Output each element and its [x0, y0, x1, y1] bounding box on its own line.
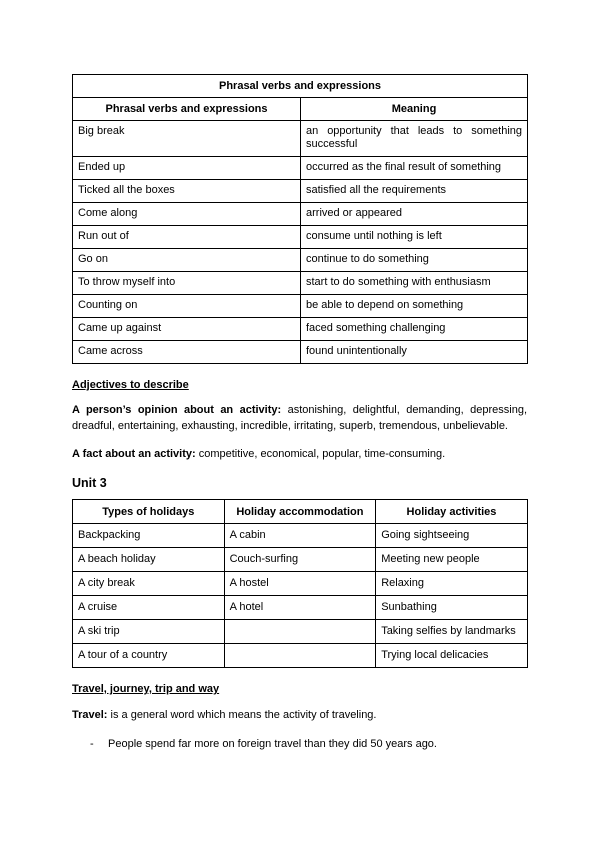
activity-cell: Trying local delicacies	[376, 644, 528, 668]
opinion-paragraph	[72, 402, 527, 434]
column-header-holiday-activities: Holiday activities	[376, 500, 528, 524]
column-header-meaning: Meaning	[301, 98, 528, 121]
opinion-label: A person’s opinion about an activity:	[72, 404, 282, 416]
table-row	[73, 249, 528, 272]
phrase-cell: Ended up	[73, 157, 301, 180]
meaning-cell: found unintentionally	[301, 341, 528, 364]
travel-text: is a general word which means the activity of traveling.	[107, 709, 377, 721]
phrase-cell: Run out of	[73, 226, 301, 249]
fact-label: A fact about an activity:	[72, 448, 196, 460]
opinion-text: astonishing, delightful, demanding, depressing, dreadful, entertaining, exhausting, incredible, irritating, superb, tremendous, unbelievable.	[72, 404, 528, 432]
accommodation-cell: A hotel	[224, 596, 376, 620]
phrasal-verbs-table-title: Phrasal verbs and expressions	[73, 75, 528, 98]
phrasal-verbs-table	[72, 74, 528, 364]
table-row	[73, 644, 528, 668]
meaning-cell: start to do something with enthusiasm	[301, 272, 528, 295]
activity-cell: Sunbathing	[376, 596, 528, 620]
list-item	[72, 736, 527, 752]
phrase-cell: To throw myself into	[73, 272, 301, 295]
meaning-cell: be able to depend on something	[301, 295, 528, 318]
table-row	[73, 180, 528, 203]
unit-title: Unit 3	[72, 476, 107, 490]
activity-cell: Taking selfies by landmarks	[376, 620, 528, 644]
table-row	[73, 121, 528, 157]
accommodation-cell	[224, 620, 376, 644]
table-row	[73, 596, 528, 620]
table-row	[73, 524, 528, 548]
activity-cell: Relaxing	[376, 572, 528, 596]
document-page	[72, 74, 527, 752]
table-row	[73, 318, 528, 341]
phrase-cell: Counting on	[73, 295, 301, 318]
holidays-table	[72, 499, 528, 668]
bullet-marker: -	[90, 738, 94, 750]
table-row	[73, 203, 528, 226]
travel-label: Travel:	[72, 709, 108, 721]
accommodation-cell: Couch-surfing	[224, 548, 376, 572]
column-header-phrasal-verbs: Phrasal verbs and expressions	[73, 98, 301, 121]
table-row	[73, 620, 528, 644]
table-row	[73, 572, 528, 596]
activity-cell: Meeting new people	[376, 548, 528, 572]
meaning-cell: consume until nothing is left	[301, 226, 528, 249]
column-header-holiday-accommodation: Holiday accommodation	[224, 500, 376, 524]
bullet-text: People spend far more on foreign travel than they did 50 years ago.	[108, 738, 437, 750]
table-row	[73, 157, 528, 180]
holiday-type-cell: A tour of a country	[73, 644, 225, 668]
phrase-cell: Came across	[73, 341, 301, 364]
travel-paragraph	[72, 707, 527, 723]
meaning-cell: an opportunity that leads to something successful	[301, 121, 528, 157]
holiday-type-cell: Backpacking	[73, 524, 225, 548]
accommodation-cell: A hostel	[224, 572, 376, 596]
table-row	[73, 548, 528, 572]
activity-cell: Going sightseeing	[376, 524, 528, 548]
phrase-cell: Came up against	[73, 318, 301, 341]
accommodation-cell	[224, 644, 376, 668]
phrase-cell: Go on	[73, 249, 301, 272]
meaning-cell: satisfied all the requirements	[301, 180, 528, 203]
phrase-cell: Come along	[73, 203, 301, 226]
fact-text: competitive, economical, popular, time-consuming.	[195, 448, 446, 460]
table-row	[73, 295, 528, 318]
meaning-cell: continue to do something	[301, 249, 528, 272]
holiday-type-cell: A ski trip	[73, 620, 225, 644]
fact-paragraph	[72, 446, 527, 462]
travel-heading: Travel, journey, trip and way	[72, 683, 220, 695]
holiday-type-cell: A cruise	[73, 596, 225, 620]
meaning-cell: faced something challenging	[301, 318, 528, 341]
phrase-cell: Ticked all the boxes	[73, 180, 301, 203]
meaning-cell: arrived or appeared	[301, 203, 528, 226]
table-row	[73, 272, 528, 295]
table-row	[73, 226, 528, 249]
meaning-cell: occurred as the final result of something	[301, 157, 528, 180]
accommodation-cell: A cabin	[224, 524, 376, 548]
phrase-cell: Big break	[73, 121, 301, 157]
adjectives-heading: Adjectives to describe	[72, 379, 189, 391]
table-row	[73, 341, 528, 364]
holiday-type-cell: A city break	[73, 572, 225, 596]
column-header-types-of-holidays: Types of holidays	[73, 500, 225, 524]
holiday-type-cell: A beach holiday	[73, 548, 225, 572]
